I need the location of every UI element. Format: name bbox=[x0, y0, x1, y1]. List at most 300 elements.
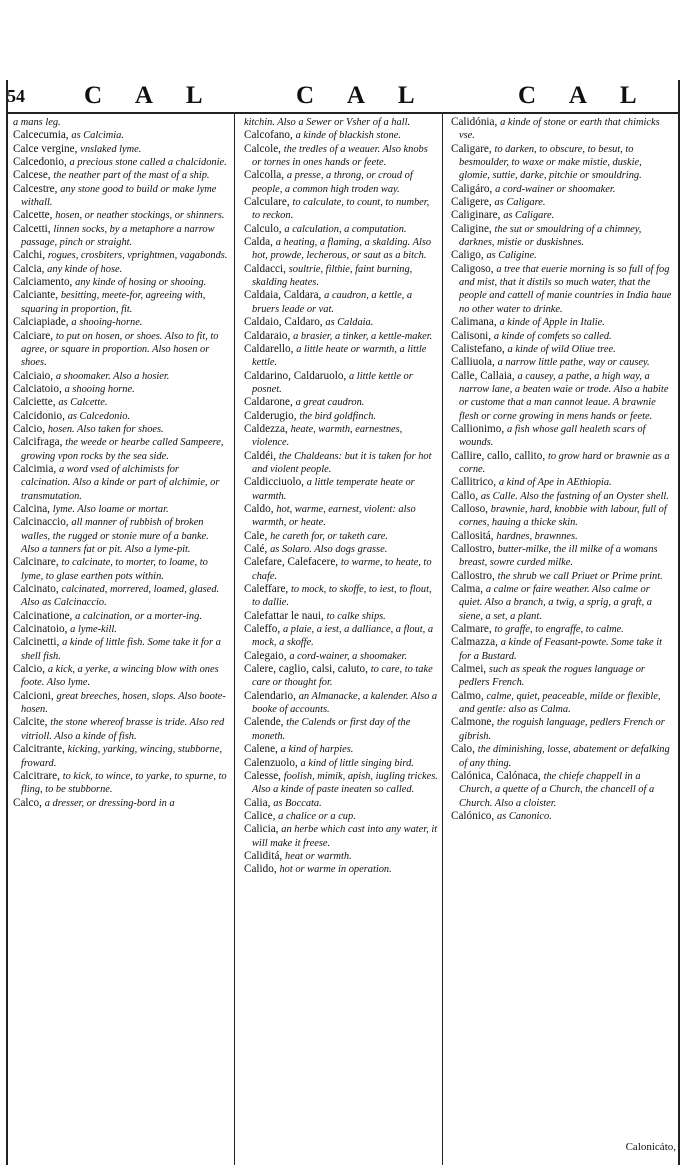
dictionary-entry bbox=[451, 370, 675, 423]
dictionary-entry bbox=[13, 743, 228, 770]
dictionary-entry bbox=[13, 423, 228, 436]
headword: Calcina, bbox=[13, 502, 53, 515]
definition: a tree that euerie morning is so full of fog and mist, that it distils so much water, that the people and cattell of manie countries in India haue no other water to drinke. bbox=[459, 263, 672, 315]
dictionary-entry bbox=[244, 770, 438, 797]
definition: the bird goldfinch. bbox=[299, 410, 376, 422]
definition: a cord-wainer or shoomaker. bbox=[495, 183, 616, 195]
headword: Calciante, bbox=[13, 289, 61, 302]
dictionary-entry bbox=[244, 610, 438, 623]
headword: Calciette, bbox=[13, 396, 59, 409]
headword: Calenzuolo, bbox=[244, 756, 301, 769]
dictionary-entry bbox=[13, 396, 228, 409]
definition: such as speak the rogues language or pedlers French. bbox=[459, 664, 645, 689]
headword: Caldéi, bbox=[244, 449, 279, 462]
definition: the Calends or first day of the moneth. bbox=[252, 717, 411, 742]
headword: Calicia, bbox=[244, 823, 282, 836]
headword: Calcinaccio, bbox=[13, 516, 72, 529]
definition: a brasier, a tinker, a kettle-maker. bbox=[293, 330, 433, 342]
headword: Caldaia, Caldara, bbox=[244, 289, 325, 302]
definition: a kinde of comfets so called. bbox=[493, 330, 612, 342]
dictionary-entry bbox=[244, 370, 438, 397]
definition: as Solaro. Also dogs grasse. bbox=[270, 544, 388, 555]
dictionary-entry bbox=[13, 583, 228, 610]
headword: Calisoni, bbox=[451, 329, 494, 342]
headword: Calcedonio, bbox=[13, 156, 70, 169]
dictionary-entry bbox=[244, 410, 438, 423]
dictionary-entry bbox=[13, 797, 228, 810]
definition: a mans leg. bbox=[13, 117, 61, 128]
definition: to kick, to wince, to yarke, to spurne, to fling, to be stubborne. bbox=[21, 770, 227, 796]
definition: a fish whose gall healeth scars of wounds. bbox=[459, 423, 646, 449]
headword: Calé, bbox=[244, 543, 271, 555]
dictionary-entry bbox=[13, 370, 228, 383]
dictionary-entry bbox=[451, 196, 675, 209]
dictionary-entry bbox=[13, 169, 228, 182]
dictionary-entry bbox=[13, 463, 228, 503]
dictionary-entry bbox=[244, 236, 438, 263]
headword: Caligere, bbox=[451, 196, 495, 209]
headword: Caligo, bbox=[451, 249, 487, 262]
dictionary-entry bbox=[244, 850, 438, 863]
dictionary-entry bbox=[13, 316, 228, 329]
dictionary-entry bbox=[244, 650, 438, 663]
dictionary-entry bbox=[244, 797, 438, 810]
headword: Calcinatione, bbox=[13, 609, 76, 622]
definition: the shrub we call Priuet or Prime print. bbox=[497, 570, 663, 582]
dictionary-entry bbox=[13, 183, 228, 210]
definition: a heating, a flaming, a skalding. Also hot, prowde, lecherous, or saut as a bitch. bbox=[252, 237, 432, 262]
headword: Calcio, bbox=[13, 422, 48, 435]
dictionary-entry bbox=[244, 743, 438, 756]
headword: Calcese, bbox=[13, 169, 54, 182]
dictionary-entry bbox=[13, 263, 228, 276]
dictionary-entry bbox=[244, 196, 438, 223]
headword: Callitrico, bbox=[451, 476, 499, 489]
definition: soultrie, filthie, faint burning, skalding heates. bbox=[252, 263, 413, 289]
dictionary-entry bbox=[13, 663, 228, 690]
definition: to calcinate, to morter, to loame, to lyme, to glase earthen pots within. bbox=[21, 557, 208, 582]
dictionary-entry bbox=[451, 450, 675, 477]
definition: calme, quiet, peaceable, milde or flexible, and gentle: also as Calma. bbox=[459, 690, 661, 716]
dictionary-entry bbox=[244, 716, 438, 743]
definition: a calculation, a computation. bbox=[284, 223, 407, 235]
headword: Calesse, bbox=[244, 769, 284, 782]
dictionary-entry bbox=[244, 223, 438, 236]
dictionary-entry bbox=[451, 663, 675, 690]
headword: Caligoso, bbox=[451, 262, 497, 275]
headword: Calmei, bbox=[451, 663, 489, 676]
headword: Calia, bbox=[244, 796, 274, 809]
headword: Calcestre, bbox=[13, 182, 61, 195]
dictionary-entry bbox=[451, 636, 675, 663]
headword: Calcolla, bbox=[244, 169, 287, 182]
dictionary-entry bbox=[451, 583, 675, 623]
definition: all manner of rubbish of broken walles, the rugged or stonie mure of a banke. Also a tanners fat or pit. Also a lyme-pit. bbox=[21, 517, 209, 555]
dictionary-entry bbox=[451, 249, 675, 262]
headword: Caldezza, bbox=[244, 422, 291, 435]
definition: a kinde of stone or earth that chimicks vse. bbox=[459, 117, 660, 142]
definition: a kinde of wild Oliue tree. bbox=[507, 343, 616, 355]
dictionary-entry bbox=[13, 636, 228, 663]
headword: Calchi, bbox=[13, 249, 48, 262]
dictionary-entry bbox=[13, 116, 228, 129]
dictionary-entry bbox=[244, 556, 438, 583]
dictionary-entry bbox=[13, 383, 228, 396]
headword: Caligine, bbox=[451, 222, 495, 235]
dictionary-entry bbox=[13, 223, 228, 250]
headword: Calcette, bbox=[13, 209, 56, 222]
definition: as Caligare. bbox=[494, 197, 546, 209]
dictionary-entry bbox=[13, 503, 228, 516]
dictionary-entry bbox=[13, 330, 228, 370]
dictionary-entry bbox=[244, 343, 438, 370]
definition: any kinde of hosing or shooing. bbox=[75, 277, 207, 289]
dictionary-entry bbox=[244, 663, 438, 690]
headword: Caldo, bbox=[244, 502, 277, 515]
headword: Calónico, bbox=[451, 809, 497, 822]
headword: Calma, bbox=[451, 583, 486, 596]
definition: as Caldaia. bbox=[325, 317, 374, 329]
headword: Calegaio, bbox=[244, 649, 290, 662]
dictionary-entry bbox=[13, 436, 228, 463]
definition: the sut or smouldring of a chimney, darknes, mistie or duskishnes. bbox=[459, 223, 642, 249]
headword: Calene, bbox=[244, 743, 281, 756]
definition: a caudron, a kettle, a bruers leade or vat. bbox=[252, 290, 413, 315]
definition: to warme, to heate, to chafe. bbox=[252, 557, 432, 582]
headword: Caldaraio, bbox=[244, 329, 294, 342]
header-rule bbox=[6, 112, 680, 114]
definition: brawnie, hard, knobbie with labour, full of cornes, hauing a thicke skin. bbox=[459, 503, 667, 529]
dictionary-entry bbox=[244, 583, 438, 610]
outer-rule-right bbox=[678, 80, 680, 1165]
definition: as Calcimia. bbox=[71, 130, 124, 142]
dictionary-entry bbox=[13, 516, 228, 556]
definition: vnslaked lyme. bbox=[80, 143, 142, 155]
dictionary-entry bbox=[244, 543, 438, 556]
definition: hosen, or neather stockings, or shinners. bbox=[55, 210, 225, 222]
headword: Calistefano, bbox=[451, 342, 508, 355]
definition: the roguish language, pedlers French or gibrish. bbox=[459, 717, 665, 742]
definition: besitting, meete-for, agreeing with, squaring in proportion, fit. bbox=[21, 290, 206, 315]
headword: Callionimo, bbox=[451, 422, 507, 435]
headword: Calda, bbox=[244, 236, 276, 249]
definition: butter-milke, the ill milke of a womans breast, sowre curded milke. bbox=[459, 544, 658, 569]
dictionary-entry bbox=[244, 623, 438, 650]
definition: as Calcedonio. bbox=[67, 410, 131, 422]
headword: Calderugio, bbox=[244, 409, 300, 422]
headword: Calliuola, bbox=[451, 356, 498, 369]
outer-rule-left bbox=[6, 80, 8, 1165]
definition: to grow hard or brawnie as a corne. bbox=[459, 450, 670, 475]
dictionary-entry bbox=[13, 289, 228, 316]
dictionary-entry bbox=[244, 263, 438, 290]
definition: to calculate, to count, to number, to reckon. bbox=[252, 197, 430, 222]
headword: Calcidonio, bbox=[13, 409, 68, 422]
definition: to mock, to skoffe, to iest, to flout, to dallie. bbox=[252, 584, 432, 609]
headword: Caldarone, bbox=[244, 396, 296, 409]
headword: Calcinatoio, bbox=[13, 623, 71, 636]
dictionary-entry bbox=[451, 476, 675, 489]
headword: Calce vergine, bbox=[13, 142, 81, 155]
headword: Calefattar le naui, bbox=[244, 609, 327, 622]
definition: the diminishing, losse, abatement or defalking of any thing. bbox=[459, 744, 670, 769]
definition: to darken, to obscure, to besut, to besmoulder, to waxe or make mistie, duskie, glomie, suttie, darke, pitchie or smouldring. bbox=[459, 143, 642, 182]
headword: Calcecumia, bbox=[13, 129, 72, 142]
headword: Calculare, bbox=[244, 196, 293, 209]
dictionary-entry bbox=[13, 623, 228, 636]
definition: an herbe which cast into any water, it will make it freese. bbox=[252, 824, 438, 849]
dictionary-entry bbox=[451, 356, 675, 369]
dictionary-entry bbox=[451, 543, 675, 570]
definition: linnen socks, by a metaphore a narrow passage, pinch or straight. bbox=[21, 223, 215, 249]
headword: Calloso, bbox=[451, 502, 491, 515]
headword: Calciamento, bbox=[13, 276, 76, 289]
dictionary-entry bbox=[244, 823, 438, 850]
column-1 bbox=[13, 116, 228, 1146]
definition: kicking, yarking, wincing, stubborne, froward. bbox=[21, 744, 223, 769]
headword: Calidónia, bbox=[451, 116, 501, 128]
definition: as Caligare. bbox=[503, 210, 555, 222]
catchword: Calonicáto, bbox=[625, 1141, 676, 1153]
headword: Calcimia, bbox=[13, 462, 59, 475]
dictionary-entry bbox=[13, 690, 228, 717]
dictionary-entry bbox=[13, 209, 228, 222]
definition: a narrow little pathe, way or causey. bbox=[497, 357, 650, 369]
definition: a little kettle or posnet. bbox=[252, 370, 413, 395]
dictionary-entry bbox=[451, 810, 675, 823]
dictionary-entry bbox=[13, 249, 228, 262]
definition: a kinde of blackish stone. bbox=[295, 130, 401, 142]
definition: any stone good to build or make lyme withall. bbox=[21, 183, 217, 209]
dictionary-entry bbox=[451, 223, 675, 250]
definition: a shooing horne. bbox=[64, 383, 135, 395]
headword: Calmare, bbox=[451, 623, 495, 636]
dictionary-entry bbox=[451, 743, 675, 770]
dictionary-entry bbox=[244, 316, 438, 329]
dictionary-entry bbox=[451, 209, 675, 222]
column-rule-2 bbox=[442, 112, 443, 1165]
headword: Callostro, bbox=[451, 569, 498, 582]
headword: Callire, callo, callito, bbox=[451, 449, 548, 462]
headword: Caldarello, bbox=[244, 342, 297, 355]
page-number: 54 bbox=[7, 86, 25, 106]
dictionary-entry bbox=[244, 757, 438, 770]
dictionary-entry bbox=[13, 276, 228, 289]
dictionary-entry bbox=[244, 863, 438, 876]
headword: Calende, bbox=[244, 716, 287, 729]
headword: Cale, bbox=[244, 529, 271, 542]
dictionary-entry bbox=[451, 343, 675, 356]
definition: as Calcette. bbox=[58, 397, 108, 409]
headword: Caligáro, bbox=[451, 182, 496, 195]
column-3 bbox=[451, 116, 675, 1146]
dictionary-entry bbox=[13, 129, 228, 142]
dictionary-entry bbox=[244, 450, 438, 477]
dictionary-entry bbox=[244, 810, 438, 823]
definition: as Caligine. bbox=[486, 250, 537, 262]
definition: the weede or hearbe called Sampeere, growing vpon rocks by the sea side. bbox=[21, 437, 224, 462]
dictionary-entry bbox=[244, 503, 438, 530]
headword: Calcio, bbox=[13, 663, 48, 676]
definition: a cord-wainer, a shoomaker. bbox=[289, 650, 408, 662]
definition: kitchin. Also a Sewer or Vsher of a hall. bbox=[244, 117, 411, 128]
headword: Calcetti, bbox=[13, 222, 54, 235]
headword: Caldacci, bbox=[244, 262, 289, 275]
headword: Calmone, bbox=[451, 716, 497, 729]
definition: hot or warme in operation. bbox=[279, 864, 392, 876]
dictionary-entry bbox=[244, 143, 438, 170]
dictionary-entry bbox=[13, 770, 228, 797]
headword: Calciapiade, bbox=[13, 316, 72, 329]
definition: a lyme-kill. bbox=[70, 624, 117, 636]
definition: a dresser, or dressing-bord in a bbox=[44, 797, 175, 809]
running-head-right: C A L bbox=[518, 82, 651, 109]
headword: Caldaio, Caldaro, bbox=[244, 316, 326, 329]
headword: Calcofano, bbox=[244, 129, 296, 142]
headword: Calcitrare, bbox=[13, 769, 63, 782]
definition: an Almanacke, a kalender. Also a booke of accounts. bbox=[252, 690, 438, 716]
running-head-left: C A L bbox=[84, 82, 217, 109]
headword: Caliginare, bbox=[451, 209, 504, 222]
definition: a kick, a yerke, a wincing blow with ones foote. Also lyme. bbox=[21, 664, 219, 689]
headword: Calcole, bbox=[244, 142, 284, 155]
dictionary-entry bbox=[451, 330, 675, 343]
dictionary-entry bbox=[13, 716, 228, 743]
definition: the neather part of the mast of a ship. bbox=[53, 170, 210, 182]
headword: Calo, bbox=[451, 743, 478, 756]
dictionary-entry bbox=[451, 263, 675, 316]
definition: a kind of Ape in AEthiopia. bbox=[498, 477, 612, 489]
dictionary-entry bbox=[451, 716, 675, 743]
definition: hosen. Also taken for shoes. bbox=[47, 423, 164, 435]
headword: Calciatoio, bbox=[13, 382, 65, 395]
definition: heate, warmth, earnestnes, violence. bbox=[252, 423, 403, 449]
headword: Calcinare, bbox=[13, 556, 62, 569]
definition: a kinde of little fish. Some take it for a shell fish. bbox=[21, 637, 221, 662]
definition: a kinde of Feasant-powte. Some take it for a Bustard. bbox=[459, 637, 663, 662]
running-head-center: C A L bbox=[296, 82, 429, 109]
dictionary-entry bbox=[244, 330, 438, 343]
definition: heat or warmth. bbox=[285, 850, 352, 862]
definition: a kind of little singing bird. bbox=[300, 757, 414, 769]
definition: a presse, a throng, or croud of people, a common high troden way. bbox=[252, 170, 413, 195]
definition: a kinde of Apple in Italie. bbox=[499, 317, 605, 329]
dictionary-entry bbox=[451, 623, 675, 636]
headword: Callo, bbox=[451, 489, 481, 502]
definition: a shoomaker. Also a hosier. bbox=[55, 370, 170, 382]
definition: a chalice or a cup. bbox=[278, 810, 356, 822]
definition: rogues, crosbiters, vprightmen, vagabonds. bbox=[47, 250, 228, 262]
dictionary-entry bbox=[244, 476, 438, 503]
definition: to care, to take care or thought for. bbox=[252, 664, 433, 689]
headword: Calcinetti, bbox=[13, 636, 63, 649]
definition: the stone whereof brasse is tride. Also red vitrioll. Also a kinde of fish. bbox=[21, 717, 225, 742]
headword: Calle, Callaia, bbox=[451, 369, 518, 382]
definition: a plaie, a iest, a dalliance, a flout, a mock, a skoffe. bbox=[252, 624, 434, 649]
definition: he careth for, or taketh care. bbox=[270, 530, 388, 542]
definition: to calke ships. bbox=[326, 610, 386, 622]
headword: Calcitrante, bbox=[13, 743, 68, 756]
definition: a precious stone called a chalcidonie. bbox=[69, 157, 227, 169]
headword: Caldicciuolo, bbox=[244, 476, 307, 489]
dictionary-entry bbox=[13, 143, 228, 156]
headword: Calefare, Calefacere, bbox=[244, 556, 341, 569]
dictionary-entry bbox=[13, 610, 228, 623]
headword: Calido, bbox=[244, 863, 280, 876]
headword: Calcifraga, bbox=[13, 436, 66, 449]
dictionary-entry bbox=[244, 530, 438, 543]
headword: Calmo, bbox=[451, 689, 487, 702]
dictionary-entry bbox=[244, 116, 438, 129]
headword: Calcite, bbox=[13, 716, 51, 729]
definition: hardnes, brawnnes. bbox=[496, 530, 578, 542]
dictionary-entry bbox=[244, 129, 438, 142]
headword: Calco, bbox=[13, 796, 45, 809]
dictionary-entry bbox=[451, 770, 675, 810]
definition: a kind of harpies. bbox=[280, 744, 354, 756]
headword: Caligare, bbox=[451, 142, 495, 155]
dictionary-entry bbox=[244, 169, 438, 196]
definition: a causey, a pathe, a high way, a narrow lane, a beaten waie or trode. Also a habite or custome that a man cannot leaue. A brawnie flesh or corne growing in mens hands or feete. bbox=[459, 370, 669, 422]
headword: Callositá, bbox=[451, 529, 497, 542]
dictionary-entry bbox=[244, 289, 438, 316]
definition: a great caudron. bbox=[295, 397, 365, 409]
definition: foolish, mimik, apish, iugling trickes. Also a kinde of paste ineaten so called. bbox=[252, 770, 438, 796]
definition: a little temperate heate or warmth. bbox=[252, 477, 415, 502]
headword: Calmazza, bbox=[451, 636, 501, 649]
headword: Calónica, Calónaca, bbox=[451, 769, 544, 782]
column-2 bbox=[244, 116, 438, 1146]
definition: a word vsed of alchimists for calcination. Also a kinde or part of alchimie, or transmutation. bbox=[21, 463, 220, 502]
definition: the tredles of a weauer. Also knobs or tornes in ones hands or feete. bbox=[252, 143, 428, 169]
definition: a shooing-horne. bbox=[71, 317, 143, 329]
dictionary-entry bbox=[451, 490, 675, 503]
headword: Calciaio, bbox=[13, 369, 56, 382]
headword: Calimana, bbox=[451, 316, 500, 329]
dictionary-entry bbox=[451, 116, 675, 143]
definition: hot, warme, earnest, violent: also warmth, or heate. bbox=[252, 503, 416, 529]
definition: calcinated, morrered, loamed, glased. Also as Calcinaccio. bbox=[21, 584, 220, 609]
dictionary-entry bbox=[451, 183, 675, 196]
definition: great breeches, hosen, slops. Also boote-hosen. bbox=[21, 690, 226, 716]
definition: the chiefe chappell in a Church, a quette of a Church, the chancell of a Church. Also a cloister. bbox=[459, 770, 655, 809]
dictionary-entry bbox=[244, 690, 438, 717]
dictionary-entry bbox=[451, 503, 675, 530]
definition: to graffe, to engraffe, to calme. bbox=[494, 624, 624, 636]
definition: a little heate or warmth, a little kettle. bbox=[252, 343, 427, 369]
dictionary-entry bbox=[13, 410, 228, 423]
dictionary-entry bbox=[451, 530, 675, 543]
dictionary-entry bbox=[13, 556, 228, 583]
headword: Caleffare, bbox=[244, 583, 292, 596]
dictionary-entry bbox=[244, 396, 438, 409]
headword: Caliditá, bbox=[244, 849, 286, 862]
dictionary-entry bbox=[451, 316, 675, 329]
headword: Caleffo, bbox=[244, 623, 283, 636]
headword: Callostro, bbox=[451, 543, 498, 555]
definition: as Boccata. bbox=[273, 797, 322, 809]
headword: Calcioni, bbox=[13, 689, 57, 702]
headword: Calice, bbox=[244, 809, 279, 822]
definition: any kinde of hose. bbox=[47, 263, 123, 275]
definition: as Calle. Also the fastning of an Oyster shell. bbox=[480, 490, 669, 502]
headword: Calendario, bbox=[244, 689, 299, 702]
headword: Calculo, bbox=[244, 222, 285, 235]
headword: Calcinato, bbox=[13, 583, 62, 596]
headword: Calere, caglio, calsi, caluto, bbox=[244, 663, 371, 676]
dictionary-entry bbox=[244, 423, 438, 450]
definition: a calcination, or a morter-ing. bbox=[75, 610, 202, 622]
